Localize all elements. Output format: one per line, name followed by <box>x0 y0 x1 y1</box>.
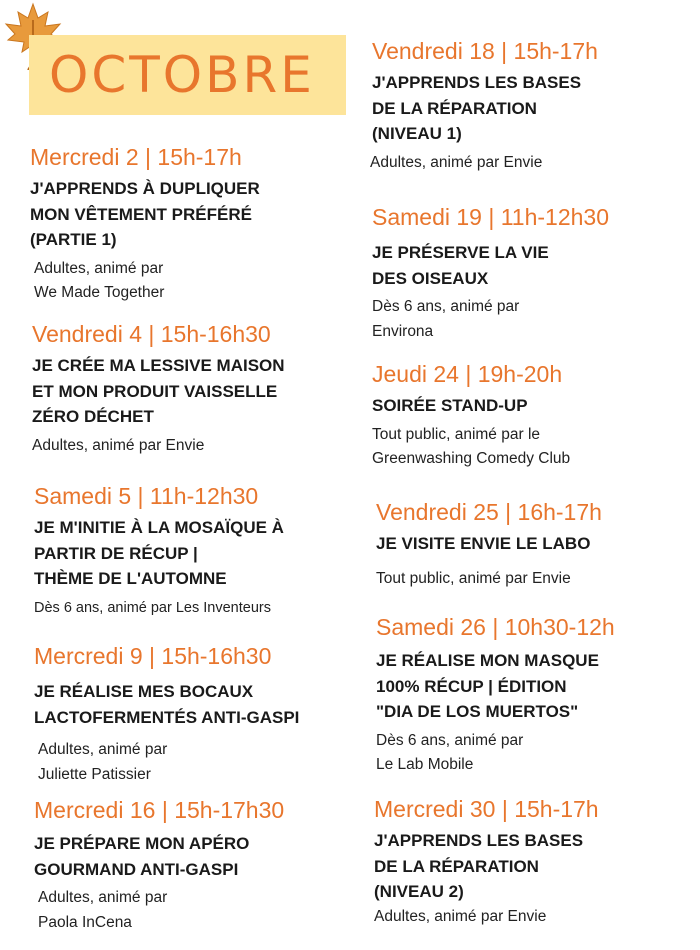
event-date: Samedi 19 | 11h-12h30 <box>372 204 609 230</box>
event-card <box>376 499 602 591</box>
event-date: Vendredi 4 | 15h-16h30 <box>32 321 271 347</box>
event-info: Dès 6 ans, animé par Environa <box>372 298 520 340</box>
event-info: Adultes, animé par We Made Together <box>34 259 165 301</box>
event-card <box>34 643 299 787</box>
event-card <box>30 144 260 306</box>
event-date: Mercredi 2 | 15h-17h <box>30 144 242 170</box>
event-info: Adultes, animé par Envie <box>374 907 547 925</box>
event-title: J'APPRENDS LES BASES DE LA RÉPARATION (NIVEAU 2) <box>374 831 584 901</box>
event-card <box>372 361 570 472</box>
event-info: Tout public, animé par le Greenwashing Comedy Club <box>372 425 571 467</box>
event-title: JE M'INITIE À LA MOSAÏQUE À PARTIR DE RÉCUP | THÈME DE L'AUTOMNE <box>34 518 284 588</box>
event-date: Jeudi 24 | 19h-20h <box>372 361 563 387</box>
event-date: Mercredi 30 | 15h-17h <box>374 796 599 822</box>
event-date: Vendredi 18 | 15h-17h <box>372 38 598 64</box>
event-title: JE PRÉPARE MON APÉRO GOURMAND ANTI-GASPI <box>34 834 250 879</box>
event-info: Adultes, animé par Envie <box>370 153 543 171</box>
event-info: Adultes, animé par Envie <box>32 436 205 454</box>
event-card <box>374 796 599 929</box>
event-card <box>372 38 598 175</box>
event-date: Samedi 5 | 11h-12h30 <box>34 483 259 509</box>
event-title: JE RÉALISE MES BOCAUX LACTOFERMENTÉS ANTI-GASPI <box>34 682 300 727</box>
event-info: Adultes, animé par Paola InCena <box>38 889 168 931</box>
month-banner <box>29 35 346 115</box>
event-card <box>376 614 615 778</box>
event-info: Dès 6 ans, animé par Les Inventeurs <box>34 599 271 616</box>
event-title: JE PRÉSERVE LA VIE DES OISEAUX <box>372 243 549 288</box>
event-card <box>372 204 609 344</box>
event-title: JE CRÉE MA LESSIVE MAISON ET MON PRODUIT VAISSELLE ZÉRO DÉCHET <box>32 356 285 426</box>
month-title: OCTOBRE <box>49 46 315 104</box>
event-date: Samedi 26 | 10h30-12h <box>376 614 615 640</box>
event-title: J'APPRENDS LES BASES DE LA RÉPARATION (NIVEAU 1) <box>372 73 582 143</box>
event-card <box>34 797 284 935</box>
event-title: JE VISITE ENVIE LE LABO <box>376 534 591 553</box>
event-title: SOIRÉE STAND-UP <box>372 396 528 415</box>
event-info: Adultes, animé par Juliette Patissier <box>38 741 168 783</box>
event-info: Tout public, animé par Envie <box>376 569 571 587</box>
event-card <box>32 321 285 458</box>
event-info: Dès 6 ans, animé par Le Lab Mobile <box>376 731 524 773</box>
event-title: JE RÉALISE MON MASQUE 100% RÉCUP | ÉDITION "DIA DE LOS MUERTOS" <box>376 651 599 721</box>
event-date: Vendredi 25 | 16h-17h <box>376 499 602 525</box>
event-date: Mercredi 9 | 15h-16h30 <box>34 643 272 669</box>
event-date: Mercredi 16 | 15h-17h30 <box>34 797 285 823</box>
event-card <box>34 483 284 620</box>
event-title: J'APPRENDS À DUPLIQUER MON VÊTEMENT PRÉFÉRÉ (PARTIE 1) <box>30 179 260 249</box>
